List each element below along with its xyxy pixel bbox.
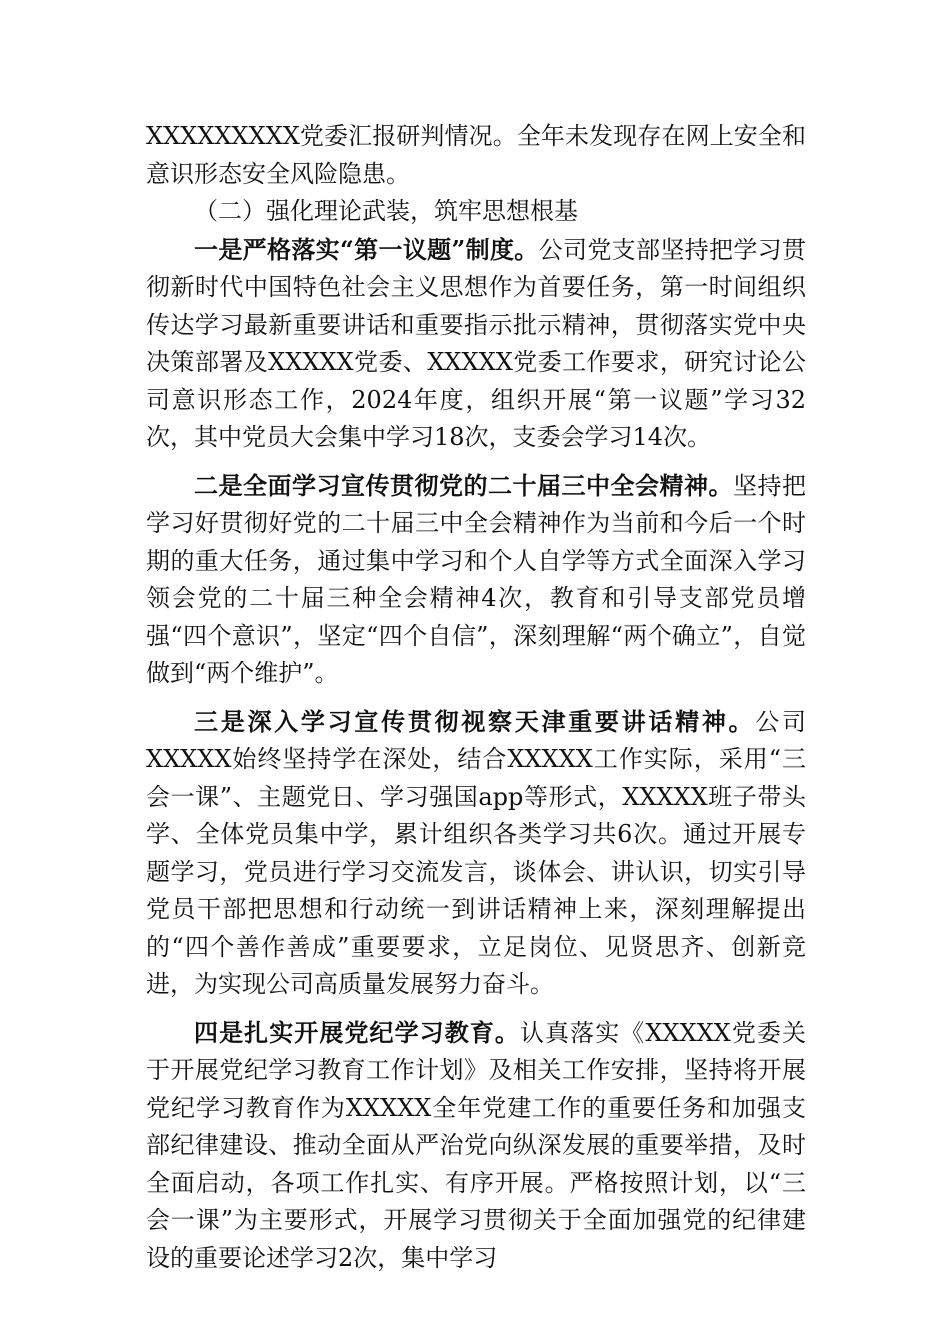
paragraph-continuation: XXXXXXXXX党委汇报研判情况。全年未发现存在网上安全和意识形态安全风险隐患。: [146, 122, 806, 188]
paragraph-discipline-education: [146, 1014, 806, 1278]
paragraph-body: 公司党支部坚持把学习贯彻新时代中国特色社会主义思想作为首要任务，第一时间组织传达学习最新重要讲话和重要指示批示精神，贯彻落实党中央决策部署及XXXXX党委、XXXXX党委工作要求，研究讨论公司意识形态工作，2024年度，组织开展“第一议题”学习32次，其中党员大会集中学习18次，支委会学习14次。: [146, 235, 807, 451]
section-heading: （二）强化理论武装，筑牢思想根基: [194, 197, 578, 225]
paragraph-body: 认真落实《XXXXX党委关于开展党纪学习教育工作计划》及相关工作安排，坚持将开展党纪学习教育作为XXXXX全年党建工作的重要任务和加强支部纪律建设、推动全面从严治党向纵深发展的重要举措，及时全面启动，各项工作扎实、有序开展。严格按照计划，以“三会一课”为主要形式，开展学习贯彻关于全面加强党的纪律建设的重要论述学习2次，集中学习: [146, 1018, 806, 1272]
paragraph-lead: 四是扎实开展党纪学习教育。: [194, 1017, 520, 1047]
paragraph-first-agenda: [146, 231, 806, 457]
paragraph-body: 公司XXXXX始终坚持学在深处，结合XXXXX工作实际，采用“三会一课”、主题党日、学习强国app等形式，XXXXX班子带头学、全体党员集中学，累计组织各类学习共6次。通过开展专题学习，党员进行学习交流发言，谈体会、讲认识，切实引导党员干部把思想和行动统一到讲话精神上来，深刻理解提出的“四个善作善成”重要要求，立足岗位、见贤思齐、创新竞进，为实现公司高质量发展努力奋斗。: [146, 707, 807, 998]
paragraph-lead: 一是严格落实“第一议题”制度。: [194, 234, 539, 264]
paragraph-lead: 三是深入学习宣传贯彻视察天津重要讲话精神。: [194, 706, 756, 736]
paragraph-tianjin-speech: [146, 703, 806, 1004]
paragraph-body: 坚持把学习好贯彻好党的二十届三中全会精神作为当前和今后一个时期的重大任务，通过集中学习和个人自学等方式全面深入学习领会党的二十届三种全会精神4次，教育和引导支部党员增强“四个意识”，坚定“四个自信”，深刻理解“两个确立”，自觉做到“两个维护”。: [146, 471, 806, 687]
paragraph-lead: 二是全面学习宣传贯彻党的二十届三中全会精神。: [194, 470, 733, 500]
paragraph-plenary-study: [146, 467, 806, 693]
document-page: [146, 118, 806, 1277]
